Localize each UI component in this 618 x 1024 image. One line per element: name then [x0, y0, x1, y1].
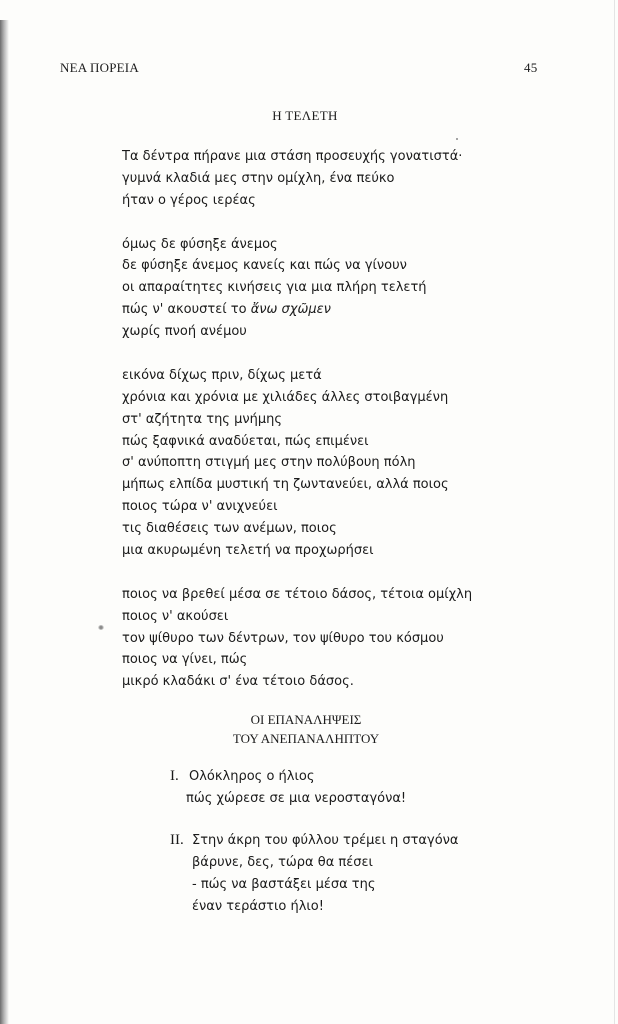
poem-line [122, 299, 472, 321]
poem-line: πώς ξαφνικά αναδύεται, πώς επιμένει [122, 433, 369, 449]
poem-line: χωρίς πνοή ανέμου [122, 324, 247, 340]
stanza-break [122, 343, 472, 365]
poem-section-1 [170, 766, 470, 816]
binding-shadow [0, 20, 9, 1024]
poem-line: μήπως ελπίδα μυστική τη ζωντανεύει, αλλά ποιος [122, 477, 449, 493]
stanza-break [122, 562, 472, 584]
poem-line: ποιος να βρεθεί μέσα σε τέτοιο δάσος, τέτοια ομίχλη [122, 586, 473, 602]
poem-line: ποιος τώρα ν' ανιχνεύει [122, 499, 278, 515]
poem-line: Τα δέντρα πήρανε μια στάση προσευχής γονατιστά· [122, 149, 463, 164]
poem-line: ήταν ο γέρος ιερέας [122, 192, 256, 208]
page-speck [98, 625, 104, 630]
poem-line: - πώς να βαστάξει μέσα της [192, 877, 376, 892]
poem-line: στ' αζήτητα της μνήμης [122, 411, 282, 427]
running-head-journal: ΝΕΑ ΠΟΡΕΙΑ [60, 60, 139, 75]
poem-line: τον ψίθυρο των δέντρων, τον ψίθυρο του κόσμου [122, 630, 444, 646]
poem-line: έναν τεράστιο ήλιο! [192, 899, 324, 914]
poem-title-line: ΟΙ ΕΠΑΝΑΛΗΨΕΙΣ [250, 712, 362, 727]
poem-line: σ' ανύποπτη στιγμή μες στην πολύβουη πόλη [122, 455, 416, 471]
poem-line: εικόνα δίχως πριν, δίχως μετά [122, 367, 322, 383]
poem-line: πώς χώρεσε σε μια νεροσταγόνα! [186, 791, 407, 806]
poem-line-group [186, 788, 406, 810]
poem-line: γυμνά κλαδιά μες στην ομίχλη, ένα πεύκο [122, 170, 395, 186]
poem-line: δε φύσηξε άνεμος κανείς και πώς να γίνουν [122, 258, 407, 274]
stanza-break [122, 212, 472, 234]
poem-line: χρόνια και χρόνια με χιλιάδες άλλες στοιβαγμένη [122, 389, 449, 405]
poem-line: Στην άκρη του φύλλου τρέμει η σταγόνα [192, 833, 459, 848]
poem-line: βάρυνε, δες, τώρα θα πέσει [192, 855, 373, 870]
poem-title: Η ΤΕΛΕΤΗ [272, 108, 338, 123]
section-numeral: I. [170, 768, 179, 784]
poem-line: ποιος να γίνει, πώς [122, 652, 248, 668]
liturgical-phrase: ἄνω σχῶμεν [250, 302, 331, 318]
poem-title-line: ΤΟΥ ΑΝΕΠΑΝΑΛΗΠΤΟΥ [232, 731, 380, 746]
poem-line: όμως δε φύσηξε άνεμος [122, 236, 278, 252]
poem-line: μικρό κλαδάκι σ' ένα τέτοιο δάσος. [122, 674, 354, 690]
poem-line: μια ακυρωμένη τελετή να προχωρήσει [122, 543, 374, 559]
page-number: 45 [524, 60, 538, 75]
ink-dot [456, 138, 458, 140]
poem-title [0, 710, 615, 748]
poem-line: τις διαθέσεις των ανέμων, ποιος [122, 521, 337, 537]
page-edge [614, 0, 615, 1024]
poem-line-text: πώς ν' ακουστεί το [122, 302, 251, 318]
section-numeral: II. [170, 832, 184, 848]
poem-line-group [192, 852, 376, 918]
poem-line: οι απαραίτητες κινήσεις για μια πλήρη τελετή [122, 280, 427, 296]
poem-body [122, 146, 472, 693]
poem-section-2 [170, 830, 470, 922]
poem-line: Ολόκληρος ο ήλιος [189, 769, 315, 784]
poem-line: ποιος ν' ακούσει [122, 608, 229, 624]
